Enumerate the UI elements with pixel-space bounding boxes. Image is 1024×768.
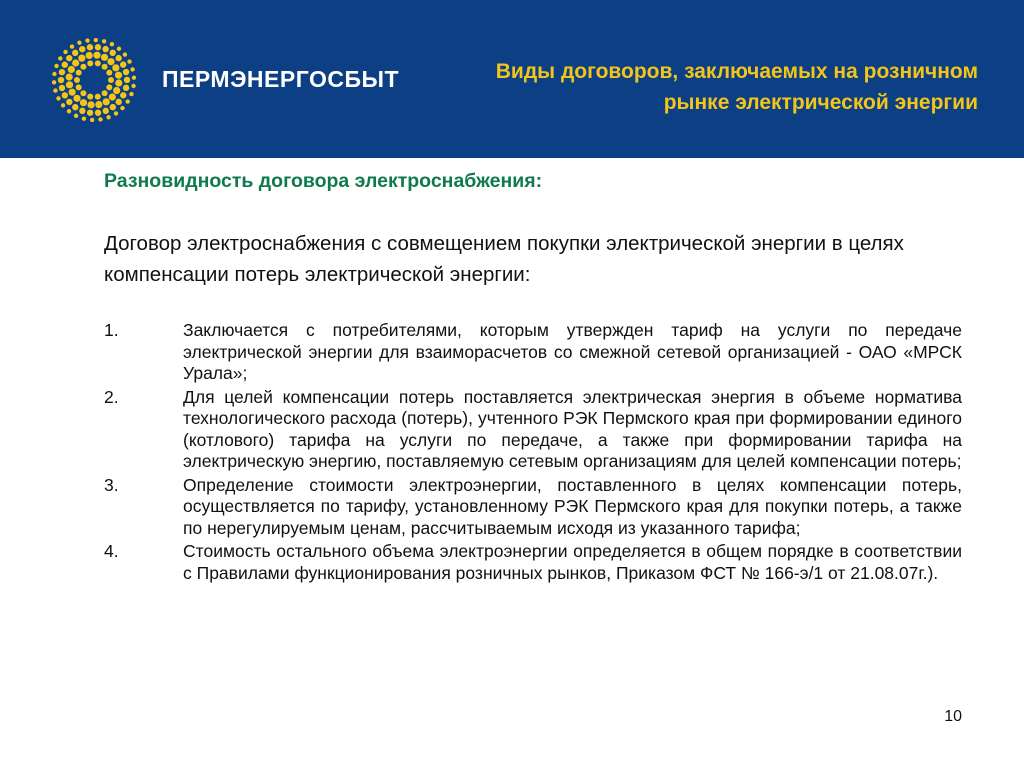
logo-dot	[72, 59, 79, 66]
logo-dot	[95, 110, 101, 116]
logo-dot	[115, 79, 122, 86]
logo-dot	[61, 103, 65, 107]
logo-dot	[110, 42, 114, 46]
logo-dot	[106, 70, 112, 76]
logo-dot	[115, 55, 121, 61]
logo-dot	[59, 69, 65, 75]
logo-dot	[80, 99, 87, 106]
logo-dot	[110, 50, 116, 56]
logo-dot	[76, 84, 82, 90]
logo-dot	[102, 90, 108, 96]
logo-dot	[98, 117, 102, 121]
logo-dot	[124, 77, 130, 83]
page-number: 10	[944, 708, 962, 725]
logo-dot	[86, 52, 93, 59]
logo-dot	[80, 64, 86, 70]
logo-dot	[82, 117, 86, 121]
section-subtitle: Разновидность договора электроснабжения:	[104, 170, 543, 192]
logo-dot	[56, 96, 60, 100]
logo-dot	[54, 64, 58, 68]
logo-dot	[74, 114, 78, 118]
logo-dot	[123, 52, 127, 56]
logo-dot	[127, 59, 131, 63]
logo-dot	[58, 56, 62, 60]
logo-dot	[78, 55, 85, 62]
logo-dot	[109, 93, 116, 100]
logo-dot	[68, 66, 75, 73]
logo-dot	[66, 81, 73, 88]
logo-dot	[95, 94, 101, 100]
logo-dot	[103, 98, 110, 105]
logo-dot	[76, 70, 82, 76]
list-item	[104, 541, 962, 584]
logo-dot	[113, 87, 120, 94]
logo-dot	[117, 47, 121, 51]
logo-dot	[132, 75, 136, 79]
logo-dot	[87, 101, 94, 108]
item-number: 3.	[104, 474, 119, 495]
logo-dot	[87, 60, 93, 66]
logo-dot	[80, 90, 86, 96]
logo-dot	[120, 106, 124, 110]
logo-dot	[62, 62, 68, 68]
intro-paragraph: Договор электроснабжения с совмещением покупки электрической энергии в целях компенсации потерь электрической энергии:	[104, 232, 904, 286]
logo-dot	[95, 60, 101, 66]
logo-dot	[115, 72, 122, 79]
logo-dot	[52, 72, 56, 76]
logo-dot	[90, 118, 94, 122]
logo-dot	[66, 55, 72, 61]
logo-dot	[110, 104, 116, 110]
item-text: Определение стоимости электроэнергии, поставленного в целях компенсации потерь, осуществляется по тарифу, установленному РЭК Пермского края для покупки потерь, а также по нерегулируемым ценам, рассчитываемым исходя из указанного тарифа;	[183, 474, 962, 538]
list-item	[104, 320, 962, 385]
logo-dot	[131, 84, 135, 88]
list-item	[104, 387, 962, 473]
sun-dots-logo-icon	[52, 38, 136, 122]
item-text: Для целей компенсации потерь поставляется электрическая энергия в объеме норматива технологического расхода (потерь), учтенного РЭК Пермского края при формировании единого (котлового) тарифа на услуги по передаче, а также при формировании тарифа на электрическую энергию, поставляемую сетевым организациям для целей компенсации потерь;	[183, 386, 962, 471]
logo-dot	[123, 85, 129, 91]
numbered-list	[104, 320, 962, 586]
logo-dot	[73, 95, 80, 102]
logo-dot	[58, 77, 64, 83]
slide-title: Виды договоров, заключаемых на розничном рынке электрической энергии	[495, 60, 978, 114]
logo-dot	[120, 61, 126, 67]
logo-dot	[72, 50, 78, 56]
logo-dot	[70, 44, 74, 48]
logo-dot	[112, 64, 119, 71]
logo-dot	[87, 94, 93, 100]
slide-header	[0, 0, 1024, 158]
logo-dot	[106, 84, 112, 90]
logo-dot	[77, 41, 81, 45]
item-number: 1.	[104, 320, 119, 340]
logo-dot	[94, 38, 98, 42]
logo-dot	[69, 89, 76, 96]
logo-dot	[106, 115, 110, 119]
logo-dot	[53, 88, 57, 92]
logo-dot	[95, 44, 101, 50]
logo-dot	[102, 39, 106, 43]
logo-dot	[72, 104, 78, 110]
logo-dot	[130, 67, 134, 71]
list-item	[104, 475, 962, 540]
logo-dot	[116, 99, 122, 105]
logo-dot	[123, 69, 129, 75]
logo-dot	[87, 44, 93, 50]
logo-dot	[107, 58, 114, 65]
logo-dot	[66, 73, 73, 80]
logo-dot	[87, 110, 93, 116]
logo-dot	[79, 108, 85, 114]
logo-dot	[103, 108, 109, 114]
logo-dot	[67, 109, 71, 113]
item-text: Стоимость остального объема электроэнергии определяется в общем порядке в соответствии с Правилами функционирования розничных рынков, Приказом ФСТ № 166-э/1 от 21.08.07г.).	[183, 541, 962, 583]
logo-dot	[63, 50, 67, 54]
logo-dot	[129, 92, 133, 96]
logo-dot	[59, 85, 65, 91]
item-text: Заключается с потребителями, которым утвержден тариф на услуги по передаче электрической энергии для взаиморасчетов со смежной сетевой организацией - ОАО «МРСК Урала»;	[183, 320, 962, 383]
logo-dot	[120, 92, 126, 98]
logo-dot	[101, 54, 108, 61]
logo-dot	[93, 52, 100, 59]
logo-dot	[125, 99, 129, 103]
logo-dot	[52, 80, 56, 84]
logo-dot	[85, 38, 89, 42]
logo-dot	[102, 46, 108, 52]
brand-name: ПЕРМЭНЕРГОСБЫТ	[162, 66, 400, 92]
item-number: 2.	[104, 386, 119, 407]
logo-dot	[108, 77, 114, 83]
logo-dot	[66, 99, 72, 105]
logo-dot	[95, 101, 102, 108]
logo-dot	[114, 111, 118, 115]
logo-dot	[79, 46, 85, 52]
item-number: 4.	[104, 541, 119, 561]
logo-dot	[74, 77, 80, 83]
logo-dot	[62, 92, 68, 98]
logo-dot	[102, 64, 108, 70]
